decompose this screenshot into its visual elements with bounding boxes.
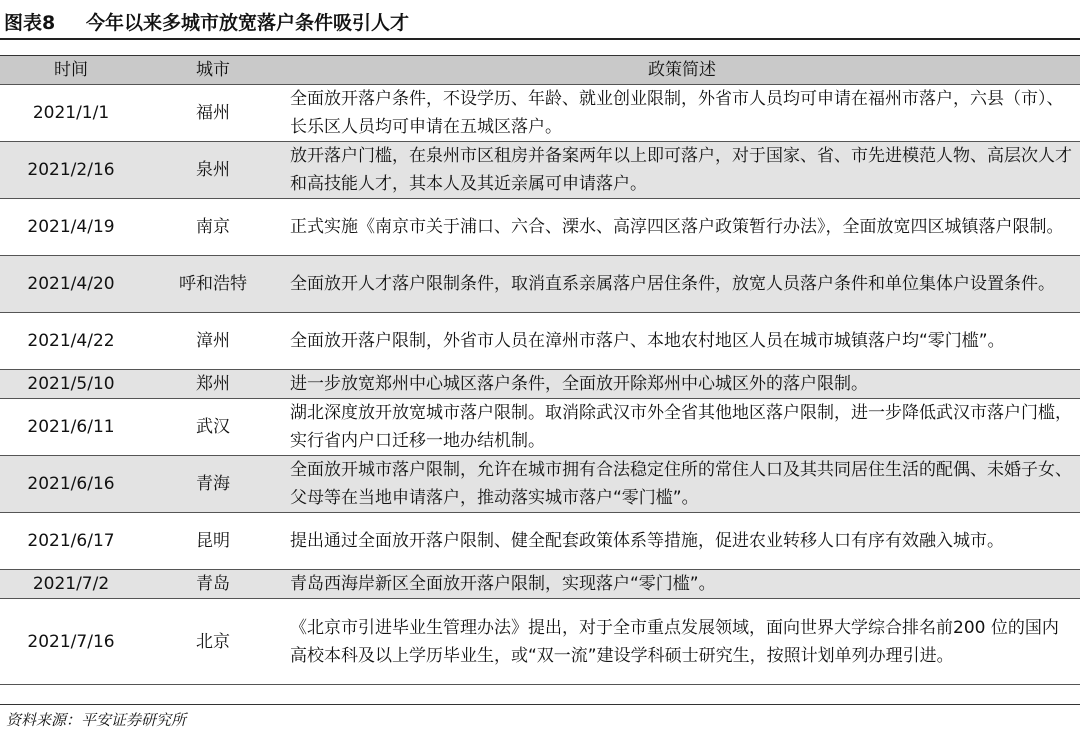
row-city: 青海 [142,456,284,513]
table-row [0,199,1080,256]
row-policy: 正式实施《南京市关于浦口、六合、溧水、高淳四区落户政策暂行办法》，全面放宽四区城镇落户限制。 [284,199,1080,256]
row-city: 北京 [142,599,284,685]
row-date: 2021/7/2 [0,570,142,599]
row-policy: 湖北深度放开放宽城市落户限制。取消除武汉市外全省其他地区落户限制，进一步降低武汉市落户门槛，实行省内户口迁移一地办结机制。 [284,399,1080,456]
row-city: 漳州 [142,313,284,370]
row-policy: 放开落户门槛，在泉州市区租房并备案两年以上即可落户，对于国家、省、市先进模范人物、高层次人才和高技能人才，其本人及其近亲属可申请落户。 [284,142,1080,199]
row-date: 2021/1/1 [0,85,142,142]
source-note: 资料来源：平安证券研究所 [6,711,187,729]
column-header-city: 城市 [142,56,284,85]
row-date: 2021/6/17 [0,513,142,570]
row-date: 2021/6/11 [0,399,142,456]
row-date: 2021/4/22 [0,313,142,370]
row-date: 2021/4/19 [0,199,142,256]
table-header-row [0,56,1080,85]
table-row [0,313,1080,370]
row-policy: 全面放开人才落户限制条件，取消直系亲属落户居住条件，放宽人员落户条件和单位集体户设置条件。 [284,256,1080,313]
row-city: 南京 [142,199,284,256]
row-city: 昆明 [142,513,284,570]
row-city: 泉州 [142,142,284,199]
source-rule [0,704,1080,705]
table-row [0,85,1080,142]
title-rule [0,38,1080,40]
row-date: 2021/7/16 [0,599,142,685]
table-row [0,570,1080,599]
row-city: 青岛 [142,570,284,599]
table-row [0,399,1080,456]
row-policy: 全面放开城市落户限制，允许在城市拥有合法稳定住所的常住人口及其共同居住生活的配偶、未婚子女、父母等在当地申请落户，推动落实城市落户“零门槛”。 [284,456,1080,513]
table-row [0,599,1080,685]
row-date: 2021/4/20 [0,256,142,313]
figure-title: 今年以来多城市放宽落户条件吸引人才 [86,12,410,34]
row-date: 2021/2/16 [0,142,142,199]
row-city: 福州 [142,85,284,142]
column-header-date: 时间 [0,56,142,85]
row-city: 郑州 [142,370,284,399]
table-row [0,142,1080,199]
row-policy: 青岛西海岸新区全面放开落户限制，实现落户“零门槛”。 [284,570,1080,599]
row-city: 武汉 [142,399,284,456]
row-policy: 《北京市引进毕业生管理办法》提出，对于全市重点发展领域，面向世界大学综合排名前200 位的国内高校本科及以上学历毕业生，或“双一流”建设学科硕士研究生，按照计划单列办理引进。 [284,599,1080,685]
table-row [0,370,1080,399]
table-row [0,513,1080,570]
policy-table [0,55,1080,685]
figure-title-bar [0,0,1080,38]
row-city: 呼和浩特 [142,256,284,313]
row-policy: 全面放开落户限制，外省市人员在漳州市落户、本地农村地区人员在城市城镇落户均“零门槛”。 [284,313,1080,370]
row-date: 2021/6/16 [0,456,142,513]
row-policy: 进一步放宽郑州中心城区落户条件，全面放开除郑州中心城区外的落户限制。 [284,370,1080,399]
figure-label: 图表8 [4,12,56,34]
row-policy: 提出通过全面放开落户限制、健全配套政策体系等措施，促进农业转移人口有序有效融入城市。 [284,513,1080,570]
row-date: 2021/5/10 [0,370,142,399]
table-row [0,456,1080,513]
row-policy: 全面放开落户条件，不设学历、年龄、就业创业限制，外省市人员均可申请在福州市落户，六县（市）、长乐区人员均可申请在五城区落户。 [284,85,1080,142]
table-row [0,256,1080,313]
column-header-policy: 政策简述 [284,56,1080,85]
